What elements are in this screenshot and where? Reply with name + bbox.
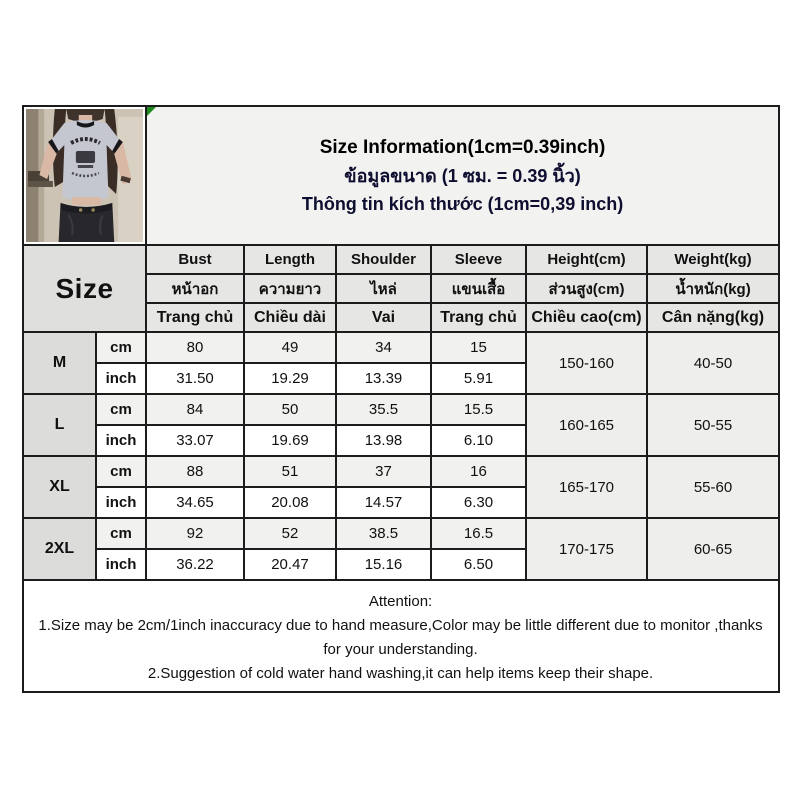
size-label-2xl: 2XL — [23, 518, 96, 580]
cell-2xl-bust-cm: 92 — [146, 518, 244, 549]
col-header-weight: Weight(kg) — [647, 245, 779, 274]
table-row — [23, 456, 779, 487]
size-label-m: M — [23, 332, 96, 394]
col-header-height: Height(cm) — [526, 245, 647, 274]
cell-xl-sleeve-cm: 16 — [431, 456, 526, 487]
unit-cm: cm — [96, 456, 146, 487]
cell-xl-length-inch: 20.08 — [244, 487, 336, 518]
size-info-title-cell — [146, 106, 779, 245]
col-header-sleeve: Sleeve — [431, 245, 526, 274]
cell-m-length-cm: 49 — [244, 332, 336, 363]
table-row — [23, 332, 779, 363]
cell-m-shoulder-inch: 13.39 — [336, 363, 431, 394]
size-label-xl: XL — [23, 456, 96, 518]
cell-2xl-weight: 60-65 — [647, 518, 779, 580]
attention-heading: Attention: — [368, 593, 433, 610]
cell-m-bust-inch: 31.50 — [146, 363, 244, 394]
col-header-height-th: ส่วนสูง(cm) — [526, 274, 647, 303]
cell-2xl-length-inch: 20.47 — [244, 549, 336, 580]
cell-m-bust-cm: 80 — [146, 332, 244, 363]
col-header-length-vi: Chiều dài — [244, 303, 336, 332]
cell-m-weight: 40-50 — [647, 332, 779, 394]
cell-l-sleeve-cm: 15.5 — [431, 394, 526, 425]
cell-2xl-sleeve-cm: 16.5 — [431, 518, 526, 549]
size-table — [22, 105, 780, 693]
col-header-bust: Bust — [146, 245, 244, 274]
product-photo — [23, 106, 146, 245]
cell-l-weight: 50-55 — [647, 394, 779, 456]
cell-l-bust-cm: 84 — [146, 394, 244, 425]
cell-m-sleeve-inch: 5.91 — [431, 363, 526, 394]
col-header-sleeve-vi: Trang chủ — [431, 303, 526, 332]
unit-inch: inch — [96, 487, 146, 518]
col-header-shoulder: Shoulder — [336, 245, 431, 274]
cell-xl-length-cm: 51 — [244, 456, 336, 487]
cell-m-sleeve-cm: 15 — [431, 332, 526, 363]
col-header-weight-th: น้ำหนัก(kg) — [647, 274, 779, 303]
cell-m-shoulder-cm: 34 — [336, 332, 431, 363]
unit-cm: cm — [96, 518, 146, 549]
col-header-height-vi: Chiều cao(cm) — [526, 303, 647, 332]
col-header-shoulder-th: ไหล่ — [336, 274, 431, 303]
unit-cm: cm — [96, 394, 146, 425]
green-corner-marker-icon — [147, 107, 156, 116]
col-header-length: Length — [244, 245, 336, 274]
cell-l-shoulder-cm: 35.5 — [336, 394, 431, 425]
cell-xl-shoulder-cm: 37 — [336, 456, 431, 487]
title-thai: ข้อมูลขนาด (1 ซม. = 0.39 นิ้ว) — [344, 165, 581, 186]
unit-inch: inch — [96, 425, 146, 456]
cell-l-length-inch: 19.69 — [244, 425, 336, 456]
col-header-weight-vi: Cân nặng(kg) — [647, 303, 779, 332]
attention-note — [23, 580, 779, 692]
cell-l-length-cm: 50 — [244, 394, 336, 425]
product-photo-illustration — [26, 109, 143, 242]
table-row — [23, 394, 779, 425]
size-label-l: L — [23, 394, 96, 456]
col-header-length-th: ความยาว — [244, 274, 336, 303]
attention-line-2: 2.Suggestion of cold water hand washing,it can help items keep their shape. — [147, 665, 654, 682]
size-corner-header: Size — [23, 245, 146, 332]
unit-inch: inch — [96, 363, 146, 394]
cell-2xl-bust-inch: 36.22 — [146, 549, 244, 580]
cell-l-height: 160-165 — [526, 394, 647, 456]
cell-2xl-shoulder-cm: 38.5 — [336, 518, 431, 549]
cell-l-bust-inch: 33.07 — [146, 425, 244, 456]
cell-l-sleeve-inch: 6.10 — [431, 425, 526, 456]
unit-cm: cm — [96, 332, 146, 363]
cell-xl-height: 165-170 — [526, 456, 647, 518]
cell-2xl-length-cm: 52 — [244, 518, 336, 549]
cell-xl-bust-cm: 88 — [146, 456, 244, 487]
cell-2xl-sleeve-inch: 6.50 — [431, 549, 526, 580]
col-header-bust-vi: Trang chủ — [146, 303, 244, 332]
cell-2xl-shoulder-inch: 15.16 — [336, 549, 431, 580]
table-row — [23, 518, 779, 549]
title-vietnamese: Thông tin kích thước (1cm=0,39 inch) — [301, 193, 624, 214]
cell-m-height: 150-160 — [526, 332, 647, 394]
unit-inch: inch — [96, 549, 146, 580]
cell-xl-weight: 55-60 — [647, 456, 779, 518]
attention-line-1: 1.Size may be 2cm/1inch inaccuracy due to hand measure,Color may be little different due to monitor ,thanks for your understanding. — [38, 617, 763, 658]
cell-l-shoulder-inch: 13.98 — [336, 425, 431, 456]
col-header-sleeve-th: แขนเสื้อ — [431, 274, 526, 303]
cell-2xl-height: 170-175 — [526, 518, 647, 580]
cell-m-length-inch: 19.29 — [244, 363, 336, 394]
size-chart-sheet — [22, 105, 778, 693]
cell-xl-bust-inch: 34.65 — [146, 487, 244, 518]
cell-xl-sleeve-inch: 6.30 — [431, 487, 526, 518]
cell-xl-shoulder-inch: 14.57 — [336, 487, 431, 518]
col-header-bust-th: หน้าอก — [146, 274, 244, 303]
title-english: Size Information(1cm=0.39inch) — [319, 136, 606, 158]
col-header-shoulder-vi: Vai — [336, 303, 431, 332]
